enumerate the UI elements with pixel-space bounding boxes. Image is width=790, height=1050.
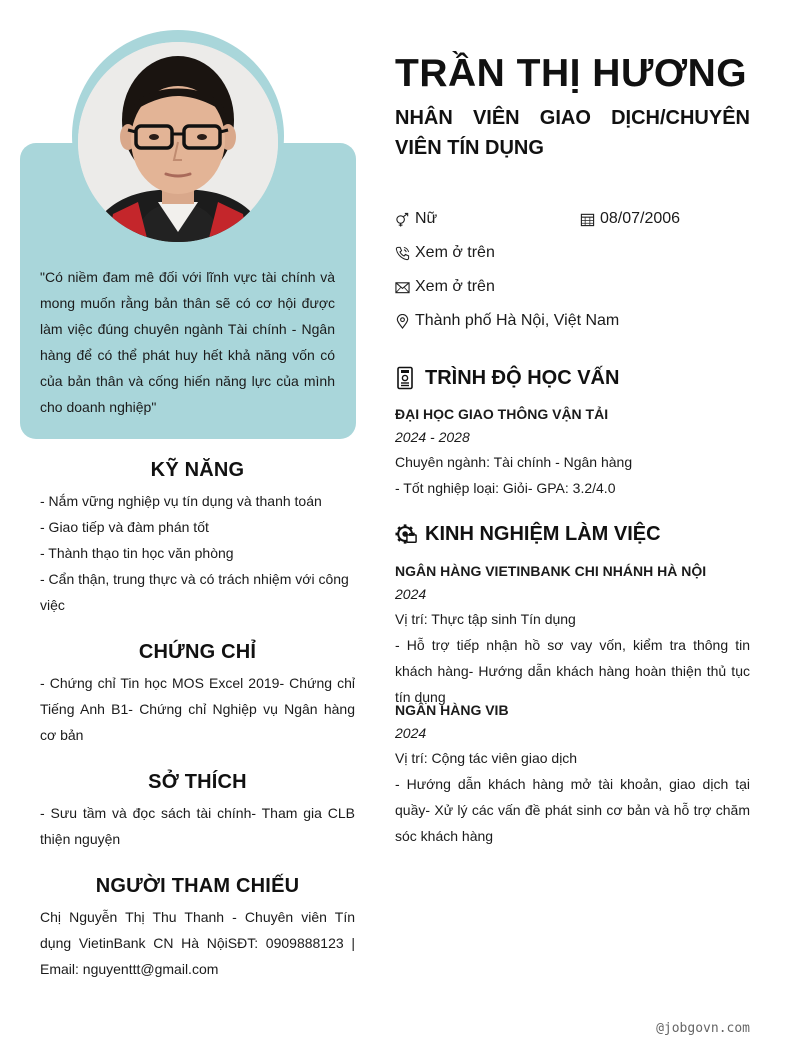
address-value: Thành phố Hà Nội, Việt Nam	[415, 312, 620, 329]
skill-item: - Thành thạo tin học văn phòng	[40, 545, 234, 561]
education-major: Chuyên ngành: Tài chính - Ngân hàng	[395, 454, 633, 470]
job-company: NGÂN HÀNG VIETINBANK CHI NHÁNH HÀ NỘI	[395, 563, 707, 579]
certificates-heading: CHỨNG CHỈ	[138, 641, 257, 663]
job-period: 2024	[395, 586, 427, 602]
gear-icon	[395, 522, 417, 546]
job-entry	[395, 699, 750, 849]
certificate-icon	[395, 366, 417, 390]
experience-heading-row	[395, 522, 661, 546]
references-heading: NGƯỜI THAM CHIẾU	[95, 875, 300, 897]
job-description: - Hỗ trợ tiếp nhận hồ sơ vay vốn, kiểm tra thông tin khách hàng- Hướng dẫn khách hàng hoàn thiện thủ tục tín dụng	[395, 637, 750, 705]
references-section	[40, 875, 355, 982]
hobbies-text: - Sưu tầm và đọc sách tài chính- Tham gia CLB thiện nguyện	[40, 805, 355, 847]
skills-section	[40, 459, 355, 618]
job-entry	[395, 560, 750, 710]
birthday-value: 08/07/2006	[600, 210, 681, 227]
phone-info	[395, 244, 495, 262]
skill-item: - Giao tiếp và đàm phán tốt	[40, 519, 209, 535]
job-company: NGÂN HÀNG VIB	[395, 702, 509, 718]
hobbies-section	[40, 771, 355, 852]
career-summary: "Có niềm đam mê đối với lĩnh vực tài chính và mong muốn rằng bản thân sẽ có cơ hội được làm việc đúng chuyên ngành Tài chính - Ngân hàng để có thể phát huy hết khả năng vốn có của bản thân và cống hiến năng lực của mình cho doanh nghiệp"	[40, 269, 335, 415]
gender-icon	[395, 212, 410, 227]
job-position: Vị trí: Thực tập sinh Tín dụng	[395, 611, 576, 627]
phone-value: Xem ở trên	[415, 244, 495, 261]
education-grade: - Tốt nghiệp loại: Giỏi- GPA: 3.2/4.0	[395, 480, 616, 496]
education-heading-row	[395, 366, 619, 390]
phone-icon	[395, 246, 410, 261]
birthday-info	[580, 210, 680, 228]
experience-heading: KINH NGHIỆM LÀM VIỆC	[425, 522, 661, 545]
skill-item: - Cẩn thận, trung thực và có trách nhiệm với công việc	[40, 571, 349, 613]
education-period: 2024 - 2028	[395, 429, 470, 445]
gender-value: Nữ	[415, 210, 438, 227]
school-name: ĐẠI HỌC GIAO THÔNG VẬN TẢI	[395, 406, 609, 422]
email-value: Xem ở trên	[415, 278, 495, 295]
gender-info	[395, 210, 437, 228]
skills-heading: KỸ NĂNG	[150, 459, 245, 481]
mail-icon	[395, 280, 410, 295]
job-description: - Hướng dẫn khách hàng mở tài khoản, giao dịch tại quầy- Xử lý các vấn đề phát sinh cơ bản và hỗ trợ chăm sóc khách hàng	[395, 776, 750, 844]
full-name: TRẦN THỊ HƯƠNG	[395, 52, 748, 95]
job-title: NHÂN VIÊN GIAO DỊCH/CHUYÊN VIÊN TÍN DỤNG	[395, 107, 750, 159]
calendar-icon	[580, 212, 595, 227]
location-pin-icon	[395, 314, 410, 329]
education-heading: TRÌNH ĐỘ HỌC VẤN	[425, 366, 620, 389]
footer-watermark: @jobgovn.com	[656, 1021, 750, 1036]
job-period: 2024	[395, 725, 427, 741]
profile-photo	[78, 42, 278, 242]
certificates-section	[40, 641, 355, 748]
hobbies-heading: SỞ THÍCH	[148, 771, 247, 793]
email-info	[395, 278, 495, 296]
job-position: Vị trí: Cộng tác viên giao dịch	[395, 750, 578, 766]
certificates-text: - Chứng chỉ Tin học MOS Excel 2019- Chứng chỉ Tiếng Anh B1- Chứng chỉ Nghiệp vụ Ngân hàng cơ bản	[40, 675, 355, 743]
references-text: Chị Nguyễn Thị Thu Thanh - Chuyên viên Tín dụng VietinBank CN Hà NộiSĐT: 0909888123 | Email: nguyenttt@gmail.com	[40, 909, 355, 977]
address-info	[395, 312, 619, 330]
education-entry	[395, 403, 750, 501]
skill-item: - Nắm vững nghiệp vụ tín dụng và thanh toán	[40, 493, 322, 509]
